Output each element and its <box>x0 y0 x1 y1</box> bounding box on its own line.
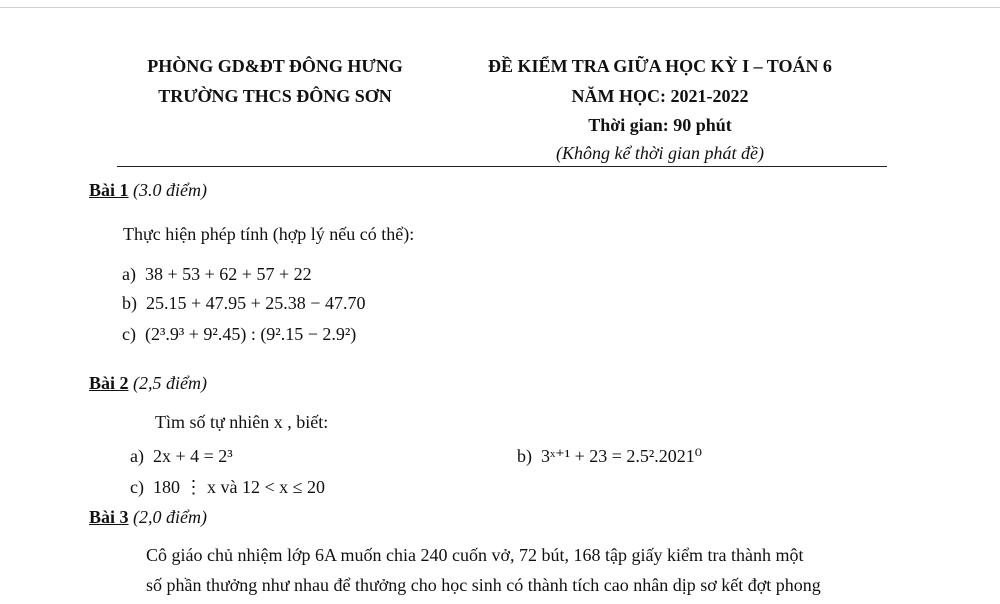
bai3-title: Bài 3 <box>89 507 129 527</box>
bai3-heading <box>89 507 207 528</box>
bai2-points: (2,5 điểm) <box>128 373 207 393</box>
bai3-points: (2,0 điểm) <box>128 507 207 527</box>
bai1-prompt: Thực hiện phép tính (hợp lý nếu có thể): <box>123 224 415 244</box>
bai2-heading <box>89 373 207 394</box>
bai3-line-1: Cô giáo chủ nhiệm lớp 6A muốn chia 240 cuốn vở, 72 bút, 168 tập giấy kiểm tra thành một <box>146 545 804 565</box>
exam-time: Thời gian: 90 phút <box>588 115 732 135</box>
bai2-item-a: a) 2x + 4 = 2³ <box>130 446 233 466</box>
bai2-title: Bài 2 <box>89 373 129 393</box>
bai1-item-b: b) 25.15 + 47.95 + 25.38 − 47.70 <box>122 293 366 313</box>
bai3-line-2: số phần thưởng như nhau để thưởng cho học sinh có thành tích cao nhân dịp sơ kết đợt phong <box>146 575 821 595</box>
header-divider <box>117 166 887 167</box>
bai2-item-b: b) 3ˣ⁺¹ + 23 = 2.5².2021⁰ <box>517 446 703 466</box>
school-year: NĂM HỌC: 2021-2022 <box>571 86 749 106</box>
bai1-points: (3.0 điểm) <box>128 180 207 200</box>
bai1-heading <box>89 180 207 201</box>
bai2-item-c: c) 180 ⋮ x và 12 < x ≤ 20 <box>130 477 326 497</box>
bai2-prompt: Tìm số tự nhiên x , biết: <box>155 412 329 432</box>
bai1-item-c: c) (2³.9³ + 9².45) : (9².15 − 2.9²) <box>122 324 357 344</box>
page-top-border <box>0 7 1000 8</box>
header-dept: PHÒNG GD&ĐT ĐÔNG HƯNG <box>147 56 403 76</box>
header-school: TRƯỜNG THCS ĐÔNG SƠN <box>158 86 392 106</box>
exam-note: (Không kể thời gian phát đề) <box>555 143 765 163</box>
bai1-item-a: a) 38 + 53 + 62 + 57 + 22 <box>122 264 312 284</box>
bai1-title: Bài 1 <box>89 180 129 200</box>
exam-title: ĐỀ KIỂM TRA GIỮA HỌC KỲ I – TOÁN 6 <box>488 56 832 76</box>
